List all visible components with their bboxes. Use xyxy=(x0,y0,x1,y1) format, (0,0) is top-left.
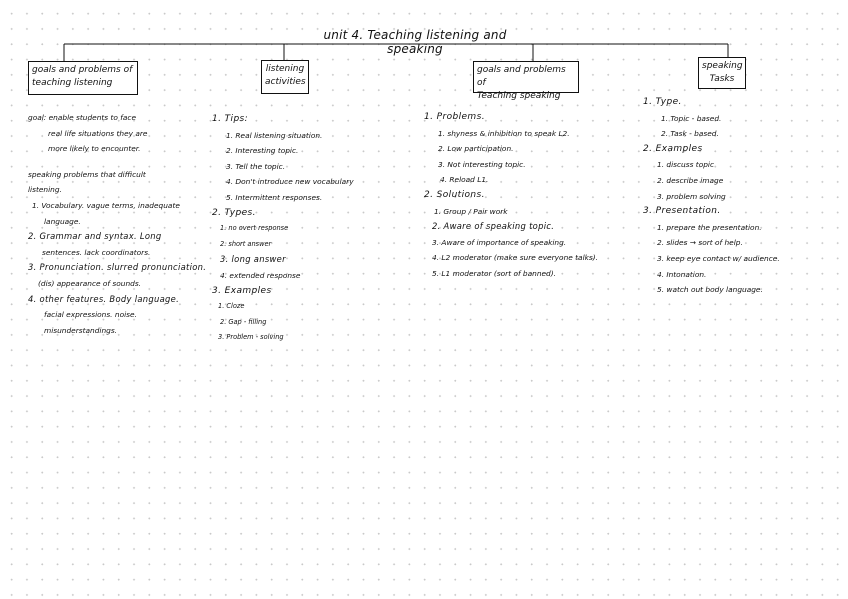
box-goals-listening: goals and problems of teaching listening xyxy=(28,61,138,95)
types-heading: 2. Types. xyxy=(212,207,256,218)
list-item: language. xyxy=(44,216,81,226)
goal-line: goal: enable students to face xyxy=(28,113,136,122)
problems-heading: listening. xyxy=(28,185,62,195)
list-item: 1. Vocabulary. vague terms, inadequate xyxy=(32,200,180,210)
column-listening-goals xyxy=(28,110,206,338)
problem-item: 2. Low participation. xyxy=(438,144,514,154)
solution-item: 2. Aware of speaking topic. xyxy=(432,221,555,232)
tip-item: 4. Don't introduce new vocabulary xyxy=(226,177,354,187)
list-item: sentences. lack coordinators. xyxy=(42,247,151,257)
presentation-heading: 3. Presentation. xyxy=(643,206,721,217)
list-item: (dis) appearance of sounds. xyxy=(38,278,142,288)
list-item: misunderstandings. xyxy=(44,325,118,335)
column-listening-activities xyxy=(212,112,354,346)
example-item: 2. describe image xyxy=(657,175,724,185)
list-item: 3. Pronunciation. slurred pronunciation. xyxy=(28,262,207,273)
tip-item: 3. Tell the topic. xyxy=(226,161,286,171)
type-item: 1. no overt response xyxy=(220,224,289,233)
goal-line: more likely to encounter. xyxy=(48,144,141,154)
solutions-heading: 2. Solutions. xyxy=(424,189,485,200)
box-listening-activities: listening activities xyxy=(261,60,309,94)
examples-heading: 2. Examples xyxy=(643,143,703,154)
solution-item: 1. Group / Pair work xyxy=(434,206,508,216)
type-item: 2. short answer xyxy=(220,239,272,248)
presentation-item: 3. keep eye contact w/ audience. xyxy=(657,253,780,263)
problems-heading: speaking problems that difficult xyxy=(28,169,146,179)
type-item: 4. extended response xyxy=(220,270,301,280)
type-item: 2. Task - based. xyxy=(661,129,719,139)
list-item: 2. Grammar and syntax. Long xyxy=(28,231,162,242)
box-speaking-tasks: speaking Tasks xyxy=(698,57,746,89)
problem-item: 3. Not interesting topic. xyxy=(438,159,526,169)
tip-item: 1. Real listening situation. xyxy=(226,130,323,140)
problem-item: 1. shyness & inhibition to speak L2. xyxy=(438,128,570,138)
type-item: 3. long answer xyxy=(220,254,286,265)
example-item: 3. problem solving xyxy=(657,191,726,201)
example-item: 3. Problem - solving xyxy=(218,333,284,342)
example-item: 1. discuss topic xyxy=(657,160,715,170)
box-goals-speaking: goals and problems of Teaching speaking xyxy=(473,61,579,93)
presentation-item: 4. Intonation. xyxy=(657,269,707,279)
tip-item: 5. Intermittent responses. xyxy=(226,192,323,202)
solution-item: 5. L1 moderator (sort of banned). xyxy=(432,268,556,278)
type-item: 1. Topic - based. xyxy=(661,113,722,123)
problems-heading: 1. Problems. xyxy=(424,112,485,122)
list-item: facial expressions. noise. xyxy=(44,310,137,320)
presentation-item: 2. slides → sort of help. xyxy=(657,238,743,248)
example-item: 1. Cloze xyxy=(218,302,245,311)
column-speaking-goals xyxy=(424,110,598,282)
presentation-item: 1. prepare the presentation. xyxy=(657,222,762,232)
problem-item: 4. Reload L1. xyxy=(440,175,489,185)
tips-heading: 1. Tips: xyxy=(212,114,249,124)
example-item: 2. Gap - filling xyxy=(220,317,267,326)
presentation-item: 5. watch out body language. xyxy=(657,285,763,295)
type-heading: 1. Type. xyxy=(643,97,682,107)
solution-item: 4. L2 moderator (make sure everyone talks). xyxy=(432,253,598,263)
column-speaking-tasks xyxy=(643,95,780,298)
goal-line: real life situations they are xyxy=(48,128,148,138)
tip-item: 2. Interesting topic. xyxy=(226,146,299,156)
list-item: 4. other features. Body language. xyxy=(28,293,180,304)
solution-item: 3. Aware of importance of speaking. xyxy=(432,237,567,247)
page-title: unit 4. Teaching listening and speaking xyxy=(323,28,507,56)
examples-heading: 3. Examples xyxy=(212,285,272,296)
